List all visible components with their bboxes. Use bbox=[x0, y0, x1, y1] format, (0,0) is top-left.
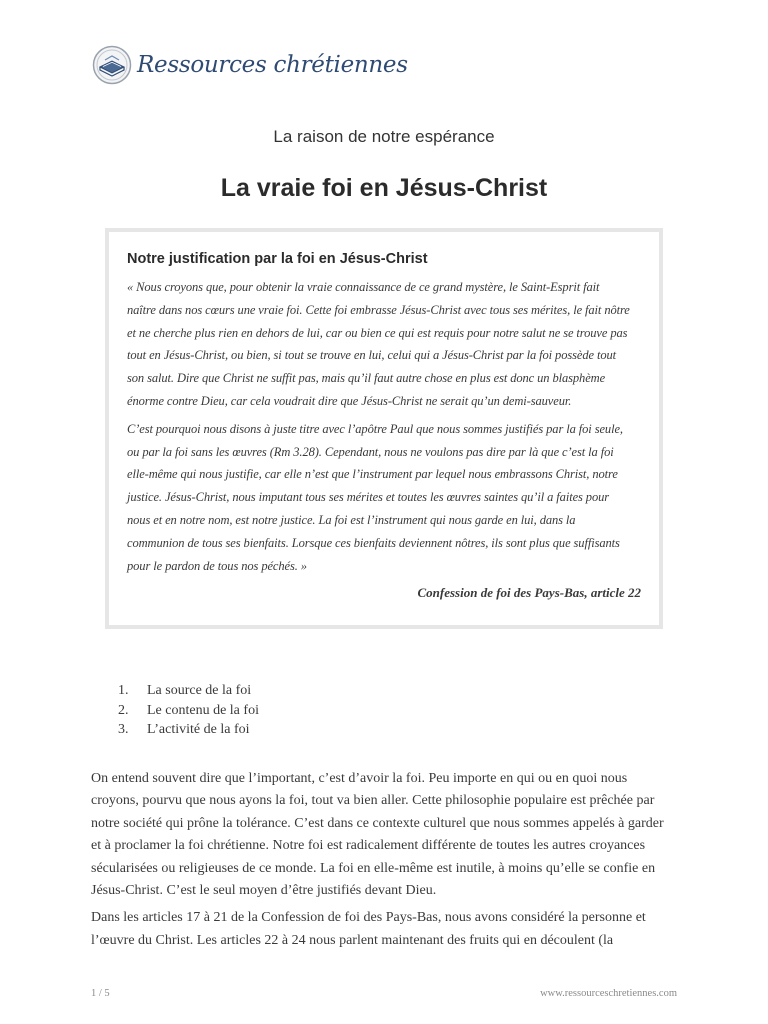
quote-box bbox=[105, 228, 663, 629]
text-line: On entend souvent dire que l’important, c’est d’avoir la foi. Peu importe en qui ou en quoi nous bbox=[91, 771, 628, 786]
text-line: C’est pourquoi nous disons à juste titre avec l’apôtre Paul que nous sommes justifiés par la foi seule, bbox=[127, 421, 623, 436]
toc-item[interactable] bbox=[118, 681, 259, 701]
body-paragraph-2 bbox=[91, 907, 679, 952]
text-line: notre société qui prône la tolérance. C’est dans ce contexte culturel que nous sommes appelés à garder bbox=[91, 815, 664, 831]
text-line: justice. Jésus-Christ, nous imputant tous ses mérites et toutes les œuvres saintes qu’il a faites pour bbox=[127, 490, 610, 505]
site-logo[interactable] bbox=[92, 43, 408, 87]
logo-text: Ressources chrétiennes bbox=[137, 52, 408, 78]
toc-item[interactable] bbox=[118, 720, 259, 740]
toc-item-number: 2. bbox=[118, 702, 129, 718]
text-line: tout en Jésus-Christ, ou bien, si tout se trouve en lui, celui qui a Jésus-Christ par la foi possède tout bbox=[127, 348, 616, 363]
text-line: sécularisées ou religieuses de ce monde. La foi en elle-même est inutile, à moins qu’elle se confie en bbox=[91, 860, 656, 876]
toc-item-label: La source de la foi bbox=[147, 683, 252, 698]
page-number: 1 / 5 bbox=[91, 988, 110, 999]
toc-item-label: Le contenu de la foi bbox=[147, 702, 259, 718]
text-line: nous et en notre nom, est notre justice. La foi est l’instrument qui nous garde en lui, dans la bbox=[127, 512, 576, 527]
series-title: La raison de notre espérance bbox=[273, 127, 495, 146]
text-line: et ne cherche plus rien en dehors de lui, car ou bien ce qui est requis pour notre salut ne se trouve pas bbox=[127, 325, 628, 340]
text-line: son salut. Dire que Christ ne suffit pas, mais qu’il faut autre chose en plus est donc un blasphème bbox=[127, 371, 606, 386]
page-title: La vraie foi en Jésus-Christ bbox=[220, 174, 548, 202]
quote-source: Confession de foi des Pays-Bas, article 22 bbox=[417, 585, 641, 601]
quote-paragraph-2 bbox=[127, 418, 641, 578]
body-paragraph-1 bbox=[91, 768, 679, 902]
toc-item-number: 1. bbox=[118, 683, 129, 698]
toc-item-number: 3. bbox=[118, 722, 129, 737]
body-text bbox=[91, 768, 679, 957]
text-line: et à proclamer la foi chrétienne. Notre foi est radicalement différente de toutes les autres croyances bbox=[91, 838, 646, 854]
text-line: elle-même qui nous justifie, car elle n’est que l’instrument par lequel nous embrassons Christ, notre bbox=[127, 467, 618, 482]
text-line: ou par la foi sans les œuvres (Rm 3.28). Cependant, nous ne voulons pas dire par là que c’est la foi bbox=[127, 444, 614, 459]
text-line: Jésus-Christ. C’est le seul moyen d’être justifiés devant Dieu. bbox=[91, 883, 437, 899]
book-icon bbox=[92, 45, 132, 85]
text-line: Dans les articles 17 à 21 de la Confession de foi des Pays-Bas, nous avons considéré la personne et bbox=[91, 910, 646, 926]
text-line: énorme contre Dieu, car cela voudrait dire que Jésus-Christ ne serait qu’un demi-sauveur. bbox=[127, 393, 572, 408]
table-of-contents bbox=[118, 681, 259, 740]
text-line: pour le pardon de tous nos péchés. » bbox=[127, 558, 307, 573]
text-line: « Nous croyons que, pour obtenir la vraie connaissance de ce grand mystère, le Saint-Esprit fait bbox=[127, 280, 600, 294]
quote-heading: Notre justification par la foi en Jésus-Christ bbox=[127, 251, 428, 267]
quote-paragraph-1 bbox=[127, 276, 641, 413]
toc-item-label: L’activité de la foi bbox=[147, 722, 250, 737]
text-line: l’œuvre du Christ. Les articles 22 à 24 nous parlent maintenant des fruits qui en découlent (la bbox=[91, 932, 614, 948]
text-line: communion de tous ses bienfaits. Lorsque ces bienfaits deviennent nôtres, ils sont plus que suffisants bbox=[127, 535, 620, 550]
text-line: naître dans nos cœurs une vraie foi. Cette foi embrasse Jésus-Christ avec tous ses mérites, le fait nôtre bbox=[127, 302, 630, 317]
footer-url[interactable]: www.ressourceschretiennes.com bbox=[540, 988, 677, 999]
text-line: croyons, pourvu que nous ayons la foi, tout va bien aller. Cette philosophie populaire est prêchée par bbox=[91, 793, 655, 809]
toc-item[interactable] bbox=[118, 701, 259, 721]
page-footer bbox=[91, 988, 677, 999]
